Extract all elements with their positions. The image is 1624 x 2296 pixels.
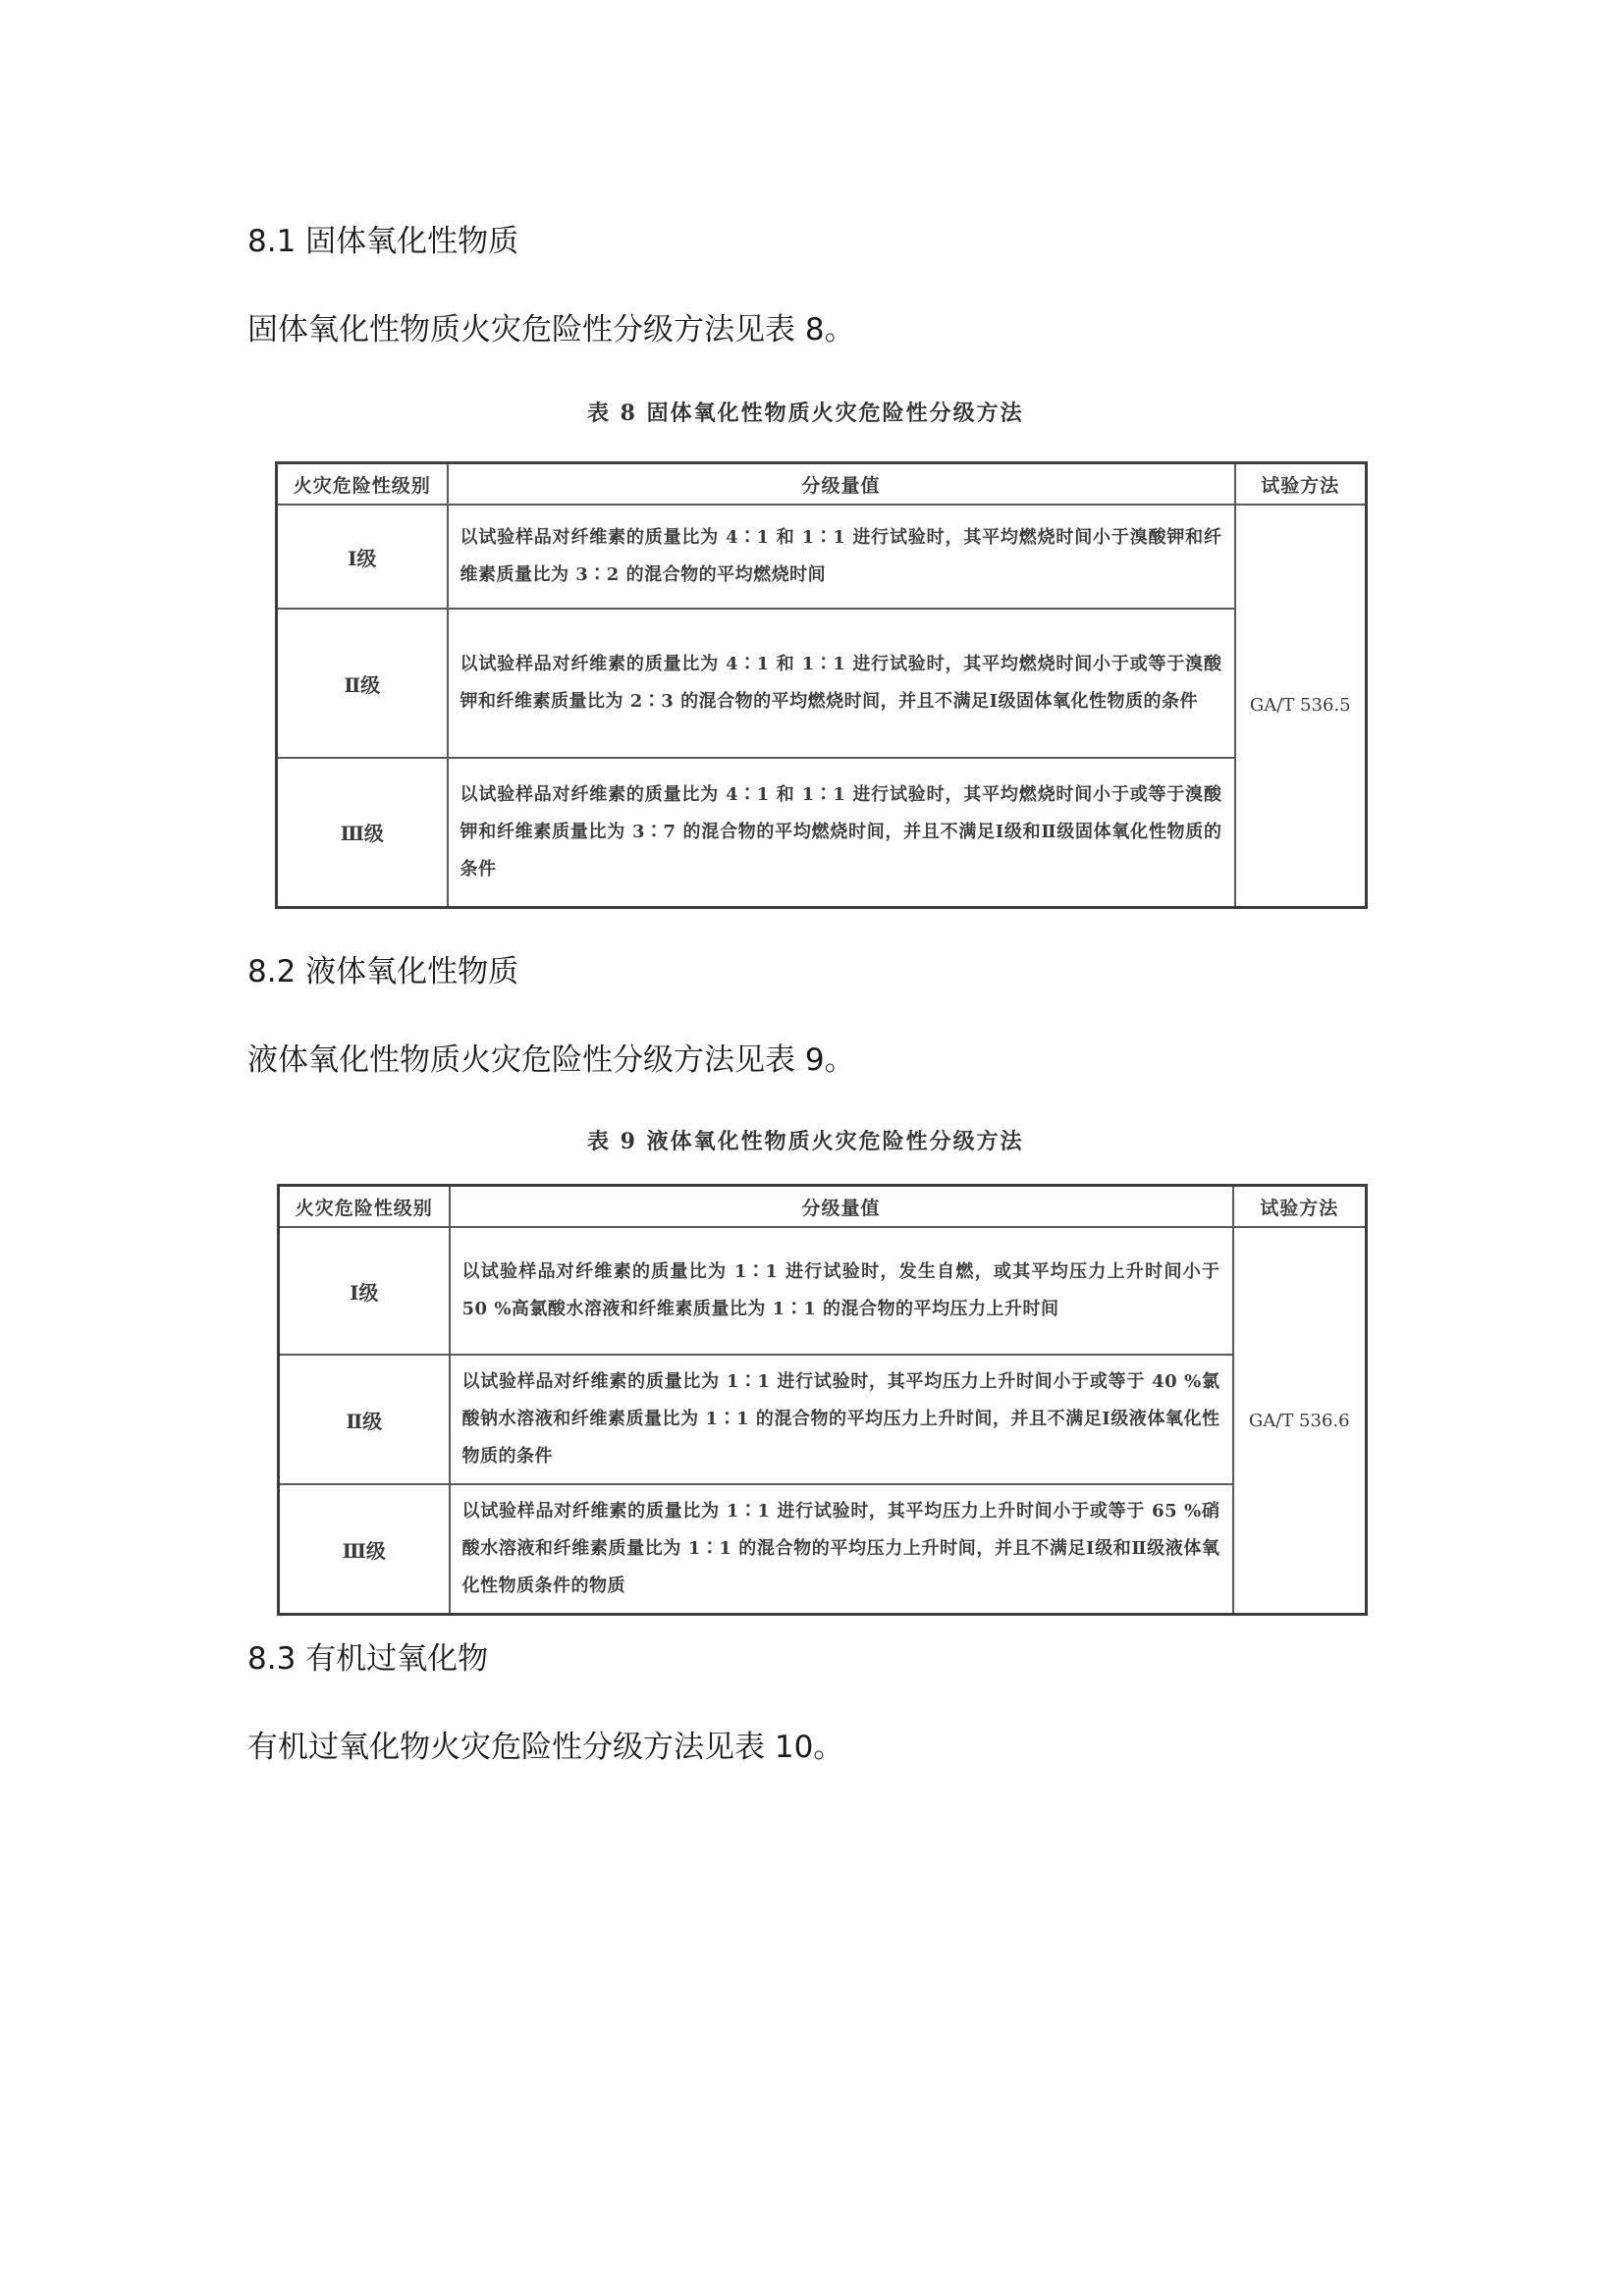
column-header-value: 分级量值 [448, 463, 1235, 506]
table-9 [277, 1184, 1368, 1616]
table-row [279, 1484, 1367, 1615]
section-paragraph-8-3: 有机过氧化物火灾危险性分级方法见表 10。 [247, 1730, 844, 1765]
value-cell: 以试验样品对纤维素的质量比为 1∶1 进行试验时，发生自燃，或其平均压力上升时间小于 50 %高氯酸水溶液和纤维素质量比为 1∶1 的混合物的平均压力上升时间 [450, 1227, 1233, 1355]
table-9-caption: 表 9 液体氧化性物质火灾危险性分级方法 [587, 1129, 1024, 1154]
level-cell: Ⅱ级 [279, 1355, 450, 1484]
level-cell: Ⅰ级 [279, 1227, 450, 1355]
section-paragraph-8-2: 液体氧化性物质火灾危险性分级方法见表 9。 [247, 1042, 855, 1078]
method-cell: GA/T 536.5 [1235, 505, 1367, 907]
level-cell: Ⅲ级 [277, 758, 448, 907]
value-cell: 以试验样品对纤维素的质量比为 4∶1 和 1∶1 进行试验时，其平均燃烧时间小于溴酸钾和纤维素质量比为 3∶2 的混合物的平均燃烧时间 [448, 505, 1235, 609]
value-cell: 以试验样品对纤维素的质量比为 1∶1 进行试验时，其平均压力上升时间小于或等于 65 %硝酸水溶液和纤维素质量比为 1∶1 的混合物的平均压力上升时间，并且不满足Ⅰ级和Ⅱ级液体氧化性物质条件的物质 [450, 1484, 1233, 1615]
table-row [279, 1227, 1367, 1355]
table-row [277, 758, 1367, 907]
section-heading-8-3: 8.3 有机过氧化物 [247, 1641, 489, 1677]
table-header-row [279, 1186, 1367, 1228]
column-header-level: 火灾危险性级别 [277, 463, 448, 506]
column-header-method: 试验方法 [1233, 1186, 1367, 1228]
section-heading-8-2: 8.2 液体氧化性物质 [247, 954, 519, 989]
value-cell: 以试验样品对纤维素的质量比为 4∶1 和 1∶1 进行试验时，其平均燃烧时间小于或等于溴酸钾和纤维素质量比为 3∶7 的混合物的平均燃烧时间，并且不满足Ⅰ级和Ⅱ级固体氧化性物质的条件 [448, 758, 1235, 907]
level-cell: Ⅱ级 [277, 609, 448, 758]
table-8 [275, 461, 1368, 909]
table-row [279, 1355, 1367, 1484]
value-cell: 以试验样品对纤维素的质量比为 1∶1 进行试验时，其平均压力上升时间小于或等于 40 %氯酸钠水溶液和纤维素质量比为 1∶1 的混合物的平均压力上升时间，并且不满足Ⅰ级液体氧化性物质的条件 [450, 1355, 1233, 1484]
value-cell: 以试验样品对纤维素的质量比为 4∶1 和 1∶1 进行试验时，其平均燃烧时间小于或等于溴酸钾和纤维素质量比为 2∶3 的混合物的平均燃烧时间，并且不满足Ⅰ级固体氧化性物质的条件 [448, 609, 1235, 758]
section-heading-8-1: 8.1 固体氧化性物质 [247, 224, 519, 259]
column-header-value: 分级量值 [450, 1186, 1233, 1228]
table-row [277, 609, 1367, 758]
level-cell: Ⅲ级 [279, 1484, 450, 1615]
column-header-method: 试验方法 [1235, 463, 1367, 506]
table-8-caption: 表 8 固体氧化性物质火灾危险性分级方法 [587, 400, 1024, 426]
table-row [277, 505, 1367, 609]
method-cell: GA/T 536.6 [1233, 1227, 1367, 1615]
section-paragraph-8-1: 固体氧化性物质火灾危险性分级方法见表 8。 [247, 312, 855, 347]
level-cell: Ⅰ级 [277, 505, 448, 609]
column-header-level: 火灾危险性级别 [279, 1186, 450, 1228]
table-header-row [277, 463, 1367, 506]
